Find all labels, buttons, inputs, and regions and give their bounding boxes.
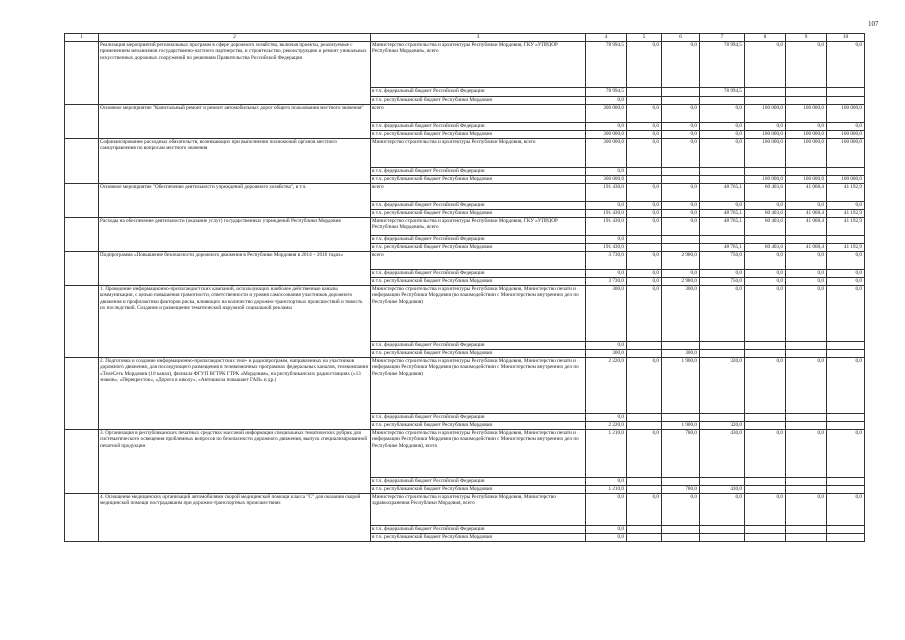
amount-cell: 0,0 [700, 131, 745, 139]
amount-cell [662, 342, 700, 350]
amount-cell [745, 422, 786, 430]
amount-cell: 0,0 [745, 202, 786, 210]
amount-cell: 60 403,6 [745, 218, 786, 236]
amount-cell: 0,0 [627, 105, 662, 123]
amount-cell [786, 350, 827, 358]
amount-cell [700, 478, 745, 486]
amount-cell: 0,0 [827, 252, 865, 270]
amount-cell: 300,0 [662, 286, 700, 342]
amount-cell: 1 210,0 [586, 430, 627, 478]
amount-cell: 100 000,0 [827, 105, 865, 123]
amount-cell [745, 97, 786, 105]
table-row [65, 358, 865, 414]
column-number: 7 [700, 34, 745, 42]
funding-source: в т.ч. федеральный бюджет Российской Федерации [371, 168, 586, 176]
amount-cell: 100 000,0 [827, 139, 865, 168]
amount-cell: 0,0 [662, 139, 700, 168]
table-row [65, 105, 865, 123]
amount-cell: 320,0 [700, 422, 745, 430]
amount-cell [745, 478, 786, 486]
funding-source: Министерство строительства и архитектуры Республики Мордовия, Министерство здравоохранения Республики Мордовия, всего [371, 494, 586, 526]
amount-cell: 0,0 [786, 252, 827, 270]
amount-cell: 0,0 [745, 42, 786, 88]
column-number: 8 [745, 34, 786, 42]
amount-cell [745, 526, 786, 534]
funding-source: в т.ч. республиканский бюджет Республики Мордовия [371, 422, 586, 430]
funding-source: в т.ч. федеральный бюджет Российской Федерации [371, 478, 586, 486]
amount-cell [627, 97, 662, 105]
amount-cell: 0,0 [662, 184, 700, 202]
amount-cell: 0,0 [627, 278, 662, 286]
amount-cell [827, 168, 865, 176]
amount-cell [745, 236, 786, 244]
funding-source: в т.ч. республиканский бюджет Республики Мордовия [371, 278, 586, 286]
amount-cell: 0,0 [786, 42, 827, 88]
amount-cell [786, 422, 827, 430]
amount-cell [827, 342, 865, 350]
amount-cell: 100 000,0 [745, 176, 786, 184]
amount-cell: 1 900,0 [662, 422, 700, 430]
amount-cell [627, 350, 662, 358]
amount-cell [786, 414, 827, 422]
amount-cell: 41 068,4 [786, 218, 827, 236]
amount-cell [745, 414, 786, 422]
amount-cell [662, 88, 700, 97]
amount-cell: 191 430,0 [586, 184, 627, 202]
amount-cell: 2 980,0 [662, 278, 700, 286]
amount-cell [662, 97, 700, 105]
amount-cell [662, 176, 700, 184]
amount-cell [662, 236, 700, 244]
row-number-cell [65, 218, 99, 252]
row-number-cell [65, 430, 99, 494]
amount-cell: 100 000,0 [745, 105, 786, 123]
amount-cell [700, 236, 745, 244]
amount-cell: 0,0 [627, 494, 662, 526]
amount-cell [627, 244, 662, 252]
funding-source: в т.ч. республиканский бюджет Республики Мордовия [371, 244, 586, 252]
page-number: 107 [868, 20, 879, 28]
amount-cell: 0,0 [586, 270, 627, 278]
amount-cell: 0,0 [627, 286, 662, 342]
amount-cell: 0,0 [662, 494, 700, 526]
amount-cell: 0,0 [786, 123, 827, 131]
amount-cell: 0,0 [700, 202, 745, 210]
amount-cell [745, 534, 786, 542]
amount-cell [786, 168, 827, 176]
amount-cell [662, 414, 700, 422]
amount-cell [627, 176, 662, 184]
amount-cell [745, 486, 786, 494]
amount-cell: 0,0 [662, 210, 700, 218]
amount-cell: 60 403,6 [745, 184, 786, 202]
amount-cell: 78 994,5 [586, 88, 627, 97]
funding-source: в т.ч. федеральный бюджет Российской Федерации [371, 202, 586, 210]
amount-cell: 0,0 [662, 202, 700, 210]
amount-cell: 750,0 [700, 252, 745, 270]
funding-source: в т.ч. федеральный бюджет Российской Федерации [371, 526, 586, 534]
row-number-cell [65, 494, 99, 542]
column-number: 3 [371, 34, 586, 42]
funding-source: в т.ч. федеральный бюджет Российской Федерации [371, 236, 586, 244]
amount-cell: 41 068,4 [786, 184, 827, 202]
row-number-cell [65, 286, 99, 358]
amount-cell [786, 486, 827, 494]
amount-cell [745, 342, 786, 350]
row-number-cell [65, 184, 99, 218]
amount-cell [662, 244, 700, 252]
amount-cell: 0,0 [700, 494, 745, 526]
amount-cell: 0,0 [745, 430, 786, 478]
amount-cell [627, 486, 662, 494]
amount-cell: 0,0 [627, 131, 662, 139]
row-number-cell [65, 252, 99, 286]
amount-cell [827, 414, 865, 422]
amount-cell: 0,0 [662, 105, 700, 123]
measure-name: Софинансирование расходных обязательств, возникающих при выполнении полномочий органов местного самоуправления по вопросам местного значения [99, 139, 371, 184]
measure-name: 3. Организация в республиканских печатных средствах массовой информации специальных тематических рубрик для систематического освещения проблемных вопросов по безопасности дорожного движения, выпуск специализированной печатной продукции [99, 430, 371, 494]
amount-cell: 0,0 [786, 202, 827, 210]
table-row [65, 286, 865, 342]
column-number: 5 [627, 34, 662, 42]
amount-cell: 300 000,0 [586, 139, 627, 168]
amount-cell [700, 168, 745, 176]
column-number: 9 [786, 34, 827, 42]
amount-cell [662, 534, 700, 542]
amount-cell: 100 000,0 [745, 139, 786, 168]
amount-cell: 100 000,0 [786, 176, 827, 184]
amount-cell: 0,0 [627, 42, 662, 88]
amount-cell [827, 422, 865, 430]
amount-cell: 41 192,9 [827, 218, 865, 236]
amount-cell: 191 430,0 [586, 218, 627, 236]
amount-cell: 1 210,0 [586, 486, 627, 494]
funding-source: Министерство строительства и архитектуры Республики Мордовия, ГКУ «УПРДОР Республики Мордовия», всего [371, 42, 586, 88]
amount-cell: 0,0 [627, 184, 662, 202]
amount-cell: 0,0 [786, 278, 827, 286]
amount-cell [786, 534, 827, 542]
amount-cell: 0,0 [786, 430, 827, 478]
amount-cell: 78 994,5 [586, 42, 627, 88]
amount-cell: 0,0 [745, 252, 786, 270]
amount-cell: 0,0 [586, 414, 627, 422]
amount-cell [786, 526, 827, 534]
amount-cell: 0,0 [700, 123, 745, 131]
amount-cell: 0,0 [745, 278, 786, 286]
amount-cell [627, 478, 662, 486]
amount-cell: 78 994,5 [700, 88, 745, 97]
amount-cell: 0,0 [627, 252, 662, 270]
amount-cell [627, 342, 662, 350]
amount-cell [745, 88, 786, 97]
amount-cell [786, 342, 827, 350]
amount-cell: 0,0 [745, 123, 786, 131]
amount-cell: 0,0 [827, 430, 865, 478]
amount-cell: 300,0 [586, 286, 627, 342]
amount-cell: 100 000,0 [786, 105, 827, 123]
funding-source: в т.ч. республиканский бюджет Республики Мордовия [371, 486, 586, 494]
amount-cell: 0,0 [586, 202, 627, 210]
amount-cell: 300 000,0 [586, 131, 627, 139]
amount-cell [700, 414, 745, 422]
amount-cell: 0,0 [662, 218, 700, 236]
amount-cell: 41 192,9 [827, 244, 865, 252]
amount-cell: 430,0 [700, 486, 745, 494]
amount-cell: 0,0 [786, 494, 827, 526]
amount-cell: 780,0 [662, 430, 700, 478]
amount-cell [700, 176, 745, 184]
column-number: 6 [662, 34, 700, 42]
amount-cell: 0,0 [745, 358, 786, 414]
amount-cell: 0,0 [627, 139, 662, 168]
amount-cell: 0,0 [586, 168, 627, 176]
amount-cell: 0,0 [786, 358, 827, 414]
amount-cell [700, 342, 745, 350]
amount-cell: 0,0 [786, 286, 827, 342]
amount-cell: 48 765,1 [700, 184, 745, 202]
amount-cell [627, 88, 662, 97]
amount-cell [827, 526, 865, 534]
funding-source: в т.ч. республиканский бюджет Республики Мордовия [371, 350, 586, 358]
amount-cell: 300 000,0 [586, 105, 627, 123]
funding-source: в т.ч. республиканский бюджет Республики Мордовия [371, 176, 586, 184]
amount-cell [700, 350, 745, 358]
table-row [65, 42, 865, 88]
amount-cell: 0,0 [745, 494, 786, 526]
amount-cell: 300,0 [586, 350, 627, 358]
amount-cell: 0,0 [827, 278, 865, 286]
measure-name: 2. Подготовка и создание информационно-пропагандистских теле- и радиопрограмм, направленных на участников дорожного движения, для последующего размещения в телевизионных программах федеральных каналов, телекомпании «ТелеСеть Мордовии (10 канал), филиала ФГУП ВГТРК ГТРК «Мордовия», на республиканских радиостанциях («13 знаков», «Перекресток», «Дорога в школу», «Автошкола повышает ГАИ» и др.) [99, 358, 371, 430]
amount-cell [627, 414, 662, 422]
measure-name: Расходы на обеспечение деятельности (оказание услуг) государственных учреждений Республики Мордовия [99, 218, 371, 252]
amount-cell: 3 730,0 [586, 252, 627, 270]
amount-cell: 60 403,6 [745, 210, 786, 218]
row-number-cell [65, 42, 99, 105]
amount-cell: 0,0 [827, 270, 865, 278]
funding-source: в т.ч. республиканский бюджет Республики Мордовия [371, 210, 586, 218]
funding-source: всего [371, 252, 586, 270]
amount-cell [827, 97, 865, 105]
column-number: 2 [99, 34, 371, 42]
funding-source: Министерство строительства и архитектуры Республики Мордовия, всего [371, 139, 586, 168]
amount-cell: 0,0 [586, 123, 627, 131]
funding-source: в т.ч. федеральный бюджет Российской Федерации [371, 342, 586, 350]
funding-source: в т.ч. федеральный бюджет Российской Федерации [371, 414, 586, 422]
amount-cell: 0,0 [827, 123, 865, 131]
amount-cell: 320,0 [700, 358, 745, 414]
amount-cell: 191 430,0 [586, 210, 627, 218]
funding-source: в т.ч. федеральный бюджет Российской Федерации [371, 123, 586, 131]
amount-cell: 100 000,0 [827, 131, 865, 139]
table-row [65, 430, 865, 478]
amount-cell: 750,0 [700, 278, 745, 286]
amount-cell: 0,0 [827, 202, 865, 210]
amount-cell [786, 97, 827, 105]
amount-cell [700, 97, 745, 105]
amount-cell: 2 220,0 [586, 422, 627, 430]
amount-cell: 0,0 [827, 42, 865, 88]
amount-cell: 0,0 [700, 105, 745, 123]
funding-source: Министерство строительства и архитектуры Республики Мордовия, Министерство печати и информации Республики Мордовия (во взаимодействии с Министерством внутренних дел по Республике Мордовия) [371, 358, 586, 414]
table-row [65, 184, 865, 202]
amount-cell: 0,0 [586, 97, 627, 105]
amount-cell [662, 478, 700, 486]
table-row [65, 494, 865, 526]
amount-cell [662, 168, 700, 176]
amount-cell: 0,0 [827, 358, 865, 414]
amount-cell: 100 000,0 [827, 176, 865, 184]
amount-cell: 0,0 [586, 494, 627, 526]
funding-source: в т.ч. федеральный бюджет Российской Федерации [371, 88, 586, 97]
amount-cell [827, 486, 865, 494]
amount-cell: 0,0 [662, 42, 700, 88]
amount-cell: 0,0 [627, 210, 662, 218]
amount-cell [827, 88, 865, 97]
amount-cell: 0,0 [700, 286, 745, 342]
amount-cell: 0,0 [662, 131, 700, 139]
amount-cell: 0,0 [827, 494, 865, 526]
amount-cell: 41 068,4 [786, 210, 827, 218]
amount-cell: 41 192,9 [827, 210, 865, 218]
amount-cell: 0,0 [586, 478, 627, 486]
amount-cell [627, 168, 662, 176]
amount-cell [786, 236, 827, 244]
funding-source: в т.ч. республиканский бюджет Республики Мордовия [371, 534, 586, 542]
amount-cell: 100 000,0 [786, 139, 827, 168]
funding-source: Министерство строительства и архитектуры Республики Мордовия, Министерство печати и информации Республики Мордовия (во взаимодействии с Министерством внутренних дел по Республике Мордовия), всего [371, 430, 586, 478]
amount-cell [786, 478, 827, 486]
measure-name: Основное мероприятие "Обеспечение деятельности учреждений дорожного хозяйства", в т.ч. [99, 184, 371, 218]
amount-cell: 100 000,0 [786, 131, 827, 139]
amount-cell: 60 403,6 [745, 244, 786, 252]
budget-table [64, 33, 865, 542]
amount-cell: 0,0 [627, 270, 662, 278]
table-row [65, 218, 865, 236]
funding-source: в т.ч. республиканский бюджет Республики Мордовия [371, 131, 586, 139]
amount-cell: 300 000,0 [586, 176, 627, 184]
amount-cell: 0,0 [745, 270, 786, 278]
amount-cell: 78 994,5 [700, 42, 745, 88]
amount-cell: 48 765,1 [700, 244, 745, 252]
measure-name: Подпрограмма «Повышение безопасности дорожного движения в Республике Мордовия в 2014 – 2016 годах» [99, 252, 371, 286]
row-number-cell [65, 105, 99, 139]
amount-cell [786, 88, 827, 97]
amount-cell: 780,0 [662, 486, 700, 494]
amount-cell: 0,0 [700, 270, 745, 278]
amount-cell [627, 422, 662, 430]
column-number: 1 [65, 34, 99, 42]
amount-cell: 0,0 [627, 123, 662, 131]
row-number-cell [65, 358, 99, 430]
amount-cell: 0,0 [586, 342, 627, 350]
amount-cell [700, 534, 745, 542]
amount-cell [662, 526, 700, 534]
amount-cell [827, 534, 865, 542]
amount-cell [827, 350, 865, 358]
funding-source: Министерство строительства и архитектуры Республики Мордовия, Министерство печати и информации Республики Мордовия (во взаимодействии с Министерством внутренних дел по Республике Мордовия) [371, 286, 586, 342]
amount-cell: 430,0 [700, 430, 745, 478]
column-number: 10 [827, 34, 865, 42]
amount-cell: 0,0 [745, 286, 786, 342]
amount-cell: 100 000,0 [745, 131, 786, 139]
amount-cell: 0,0 [627, 218, 662, 236]
amount-cell [627, 534, 662, 542]
funding-source: Министерство строительства и архитектуры Республики Мордовия, ГКУ «УПРДОР Республики Мордовия», всего [371, 218, 586, 236]
amount-cell: 300,0 [662, 350, 700, 358]
amount-cell: 191 430,0 [586, 244, 627, 252]
amount-cell: 3 730,0 [586, 278, 627, 286]
funding-source: всего [371, 184, 586, 202]
amount-cell [745, 168, 786, 176]
funding-source: в т.ч. федеральный бюджет Российской Федерации [371, 270, 586, 278]
amount-cell: 48 765,1 [700, 210, 745, 218]
amount-cell [827, 236, 865, 244]
amount-cell [700, 526, 745, 534]
amount-cell: 0,0 [586, 534, 627, 542]
amount-cell: 41 068,4 [786, 244, 827, 252]
table-row [65, 252, 865, 270]
amount-cell: 2 220,0 [586, 358, 627, 414]
amount-cell [627, 526, 662, 534]
measure-name: Реализация мероприятий региональных программ в сфере дорожного хозяйства, включая проекты, реализуемые с применением механизмов государственно-частного партнерства, и строительство, реконструкцию и ремонт уникальных искусственных дорожных сооружений по решениям Правительства Российской Федерации [99, 42, 371, 105]
amount-cell: 0,0 [586, 526, 627, 534]
measure-name: 4. Оснащение медицинских организаций автомобилями скорой медицинской помощи класса "С" для оказания скорой медицинской помощи пострадавшим при дорожно-транспортных происшествиях [99, 494, 371, 542]
amount-cell: 2 980,0 [662, 252, 700, 270]
amount-cell [827, 478, 865, 486]
amount-cell: 0,0 [827, 286, 865, 342]
amount-cell: 0,0 [627, 358, 662, 414]
funding-source: в т.ч. республиканский бюджет Республики Мордовия [371, 97, 586, 105]
amount-cell: 0,0 [786, 270, 827, 278]
funding-source: всего [371, 105, 586, 123]
amount-cell: 0,0 [700, 139, 745, 168]
table-row [65, 139, 865, 168]
header-row [65, 34, 865, 42]
amount-cell: 0,0 [627, 202, 662, 210]
amount-cell: 0,0 [586, 236, 627, 244]
amount-cell [627, 236, 662, 244]
amount-cell: 0,0 [662, 270, 700, 278]
amount-cell: 1 900,0 [662, 358, 700, 414]
measure-name: Основное мероприятие "Капитальный ремонт и ремонт автомобильных дорог общего пользования местного значения" [99, 105, 371, 139]
amount-cell: 0,0 [627, 430, 662, 478]
amount-cell: 48 765,1 [700, 218, 745, 236]
amount-cell: 0,0 [662, 123, 700, 131]
row-number-cell [65, 139, 99, 184]
amount-cell [745, 350, 786, 358]
column-number: 4 [586, 34, 627, 42]
amount-cell: 41 192,9 [827, 184, 865, 202]
measure-name: 1. Проведение информационно-пропагандистских кампаний, использующих наиболее действенные каналы коммуникации, с целью повышения грамотности, ответственности и уровня самосознания участников дорожного движения и профилактики факторов риска, влияющих на количество дорожно-транспортных происшествий и тяжесть их последствий. Создание и размещение тематической наружной социальной рекламы [99, 286, 371, 358]
